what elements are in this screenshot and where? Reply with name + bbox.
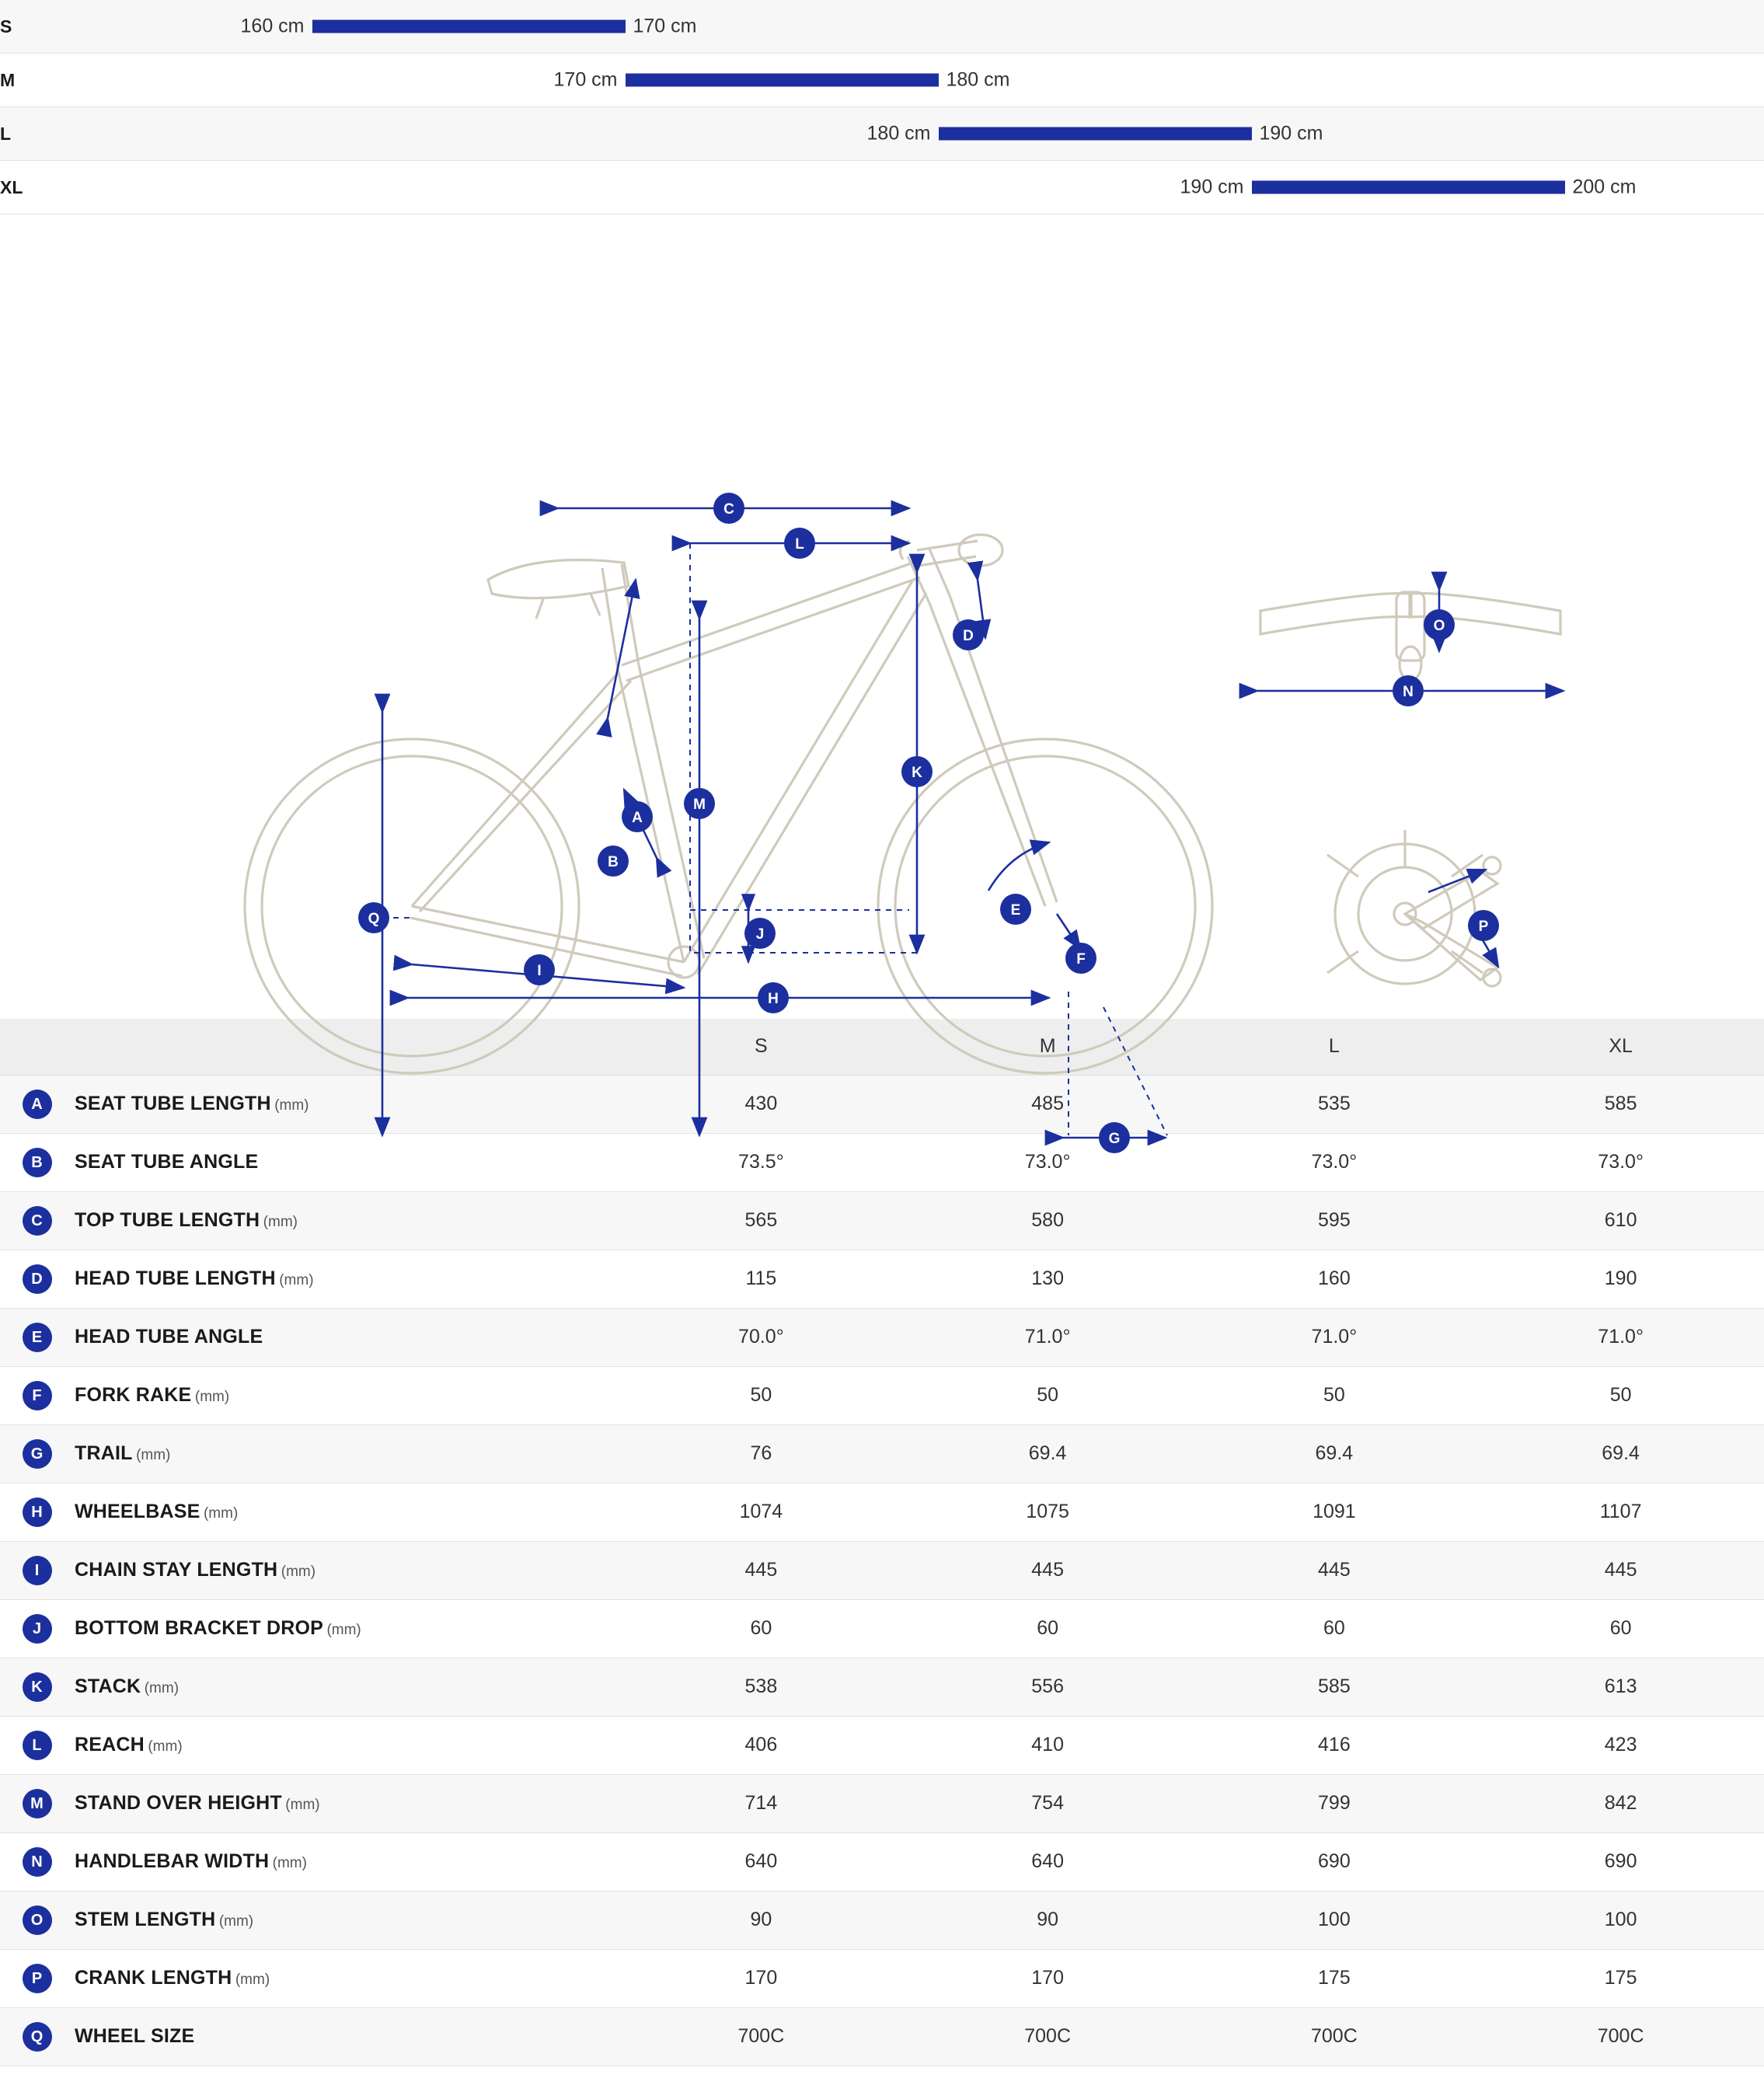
- size-guide-bar-cell: [47, 54, 1764, 107]
- geometry-value-s: 538: [618, 1658, 905, 1716]
- geometry-value-l: 1091: [1191, 1483, 1478, 1541]
- table-row: [0, 1483, 1764, 1541]
- geometry-measure-name: REACH: [75, 1734, 145, 1756]
- geometry-value-s: 76: [618, 1424, 905, 1483]
- geometry-value-xl: 690: [1477, 1832, 1764, 1891]
- geometry-value-m: 69.4: [905, 1424, 1191, 1483]
- geometry-measure-cell: [74, 1366, 618, 1424]
- table-row: [0, 2007, 1764, 2066]
- svg-text:K: K: [912, 765, 922, 781]
- header-size-s: S: [618, 1019, 905, 1075]
- callout-badge: O: [23, 1905, 52, 1935]
- geometry-measure-cell: [74, 1541, 618, 1599]
- geometry-value-m: 60: [905, 1599, 1191, 1658]
- header-size-l: L: [1191, 1019, 1478, 1075]
- geometry-value-xl: 585: [1477, 1075, 1764, 1133]
- callout-badge: K: [23, 1672, 52, 1702]
- svg-text:J: J: [755, 926, 765, 943]
- table-row: [0, 1658, 1764, 1716]
- crankset-view: [1327, 830, 1501, 986]
- geometry-measure-unit: (mm): [235, 1972, 270, 1988]
- callout-badge: I: [23, 1556, 52, 1585]
- geometry-value-xl: 613: [1477, 1658, 1764, 1716]
- geometry-measure-unit: (mm): [279, 1272, 314, 1288]
- geometry-value-m: 130: [905, 1250, 1191, 1308]
- geometry-value-l: 585: [1191, 1658, 1478, 1716]
- geometry-value-s: 1074: [618, 1483, 905, 1541]
- geometry-measure-name: FORK RAKE: [75, 1384, 192, 1406]
- geometry-badge-cell: [0, 1366, 74, 1424]
- geometry-measure-unit: (mm): [203, 1505, 239, 1522]
- geometry-measure-name: STEM LENGTH: [75, 1909, 216, 1930]
- geometry-value-s: 714: [618, 1774, 905, 1832]
- callout-badge: F: [23, 1381, 52, 1410]
- geometry-value-l: 71.0°: [1191, 1308, 1478, 1366]
- geometry-value-l: 160: [1191, 1250, 1478, 1308]
- geometry-measure-cell: [74, 1250, 618, 1308]
- geometry-measure-name: STAND OVER HEIGHT: [75, 1792, 282, 1814]
- size-guide-bar: [312, 20, 626, 33]
- table-row: [0, 1133, 1764, 1191]
- svg-text:N: N: [1403, 684, 1414, 700]
- geometry-value-l: 175: [1191, 1949, 1478, 2007]
- geometry-value-xl: 423: [1477, 1716, 1764, 1774]
- geometry-measure-name: HEAD TUBE LENGTH: [75, 1267, 276, 1289]
- geometry-value-s: 170: [618, 1949, 905, 2007]
- callout-badge: P: [23, 1964, 52, 1993]
- geometry-badge-cell: [0, 1716, 74, 1774]
- table-row: [0, 1774, 1764, 1832]
- geometry-value-m: 485: [905, 1075, 1191, 1133]
- geometry-measure-unit: (mm): [274, 1097, 309, 1114]
- svg-text:F: F: [1076, 951, 1086, 968]
- header-size-xl: XL: [1477, 1019, 1764, 1075]
- geometry-measure-unit: (mm): [281, 1564, 316, 1580]
- geometry-measure-name: STACK: [75, 1675, 141, 1697]
- geometry-value-m: 410: [905, 1716, 1191, 1774]
- table-row: [0, 1832, 1764, 1891]
- size-guide-min-label: 170 cm: [553, 68, 618, 91]
- size-guide-bar: [626, 74, 939, 87]
- svg-text:M: M: [693, 797, 706, 813]
- geometry-value-xl: 60: [1477, 1599, 1764, 1658]
- svg-text:A: A: [632, 810, 643, 826]
- svg-text:G: G: [1108, 1131, 1121, 1147]
- geometry-measure-unit: (mm): [148, 1738, 183, 1755]
- geometry-value-xl: 842: [1477, 1774, 1764, 1832]
- callout-badge: B: [23, 1148, 52, 1177]
- size-guide-bar-cell: [47, 107, 1764, 161]
- geometry-value-m: 1075: [905, 1483, 1191, 1541]
- svg-text:P: P: [1478, 919, 1489, 935]
- callout-badge: J: [23, 1614, 52, 1644]
- geometry-value-l: 690: [1191, 1832, 1478, 1891]
- size-guide-label: S: [0, 0, 47, 54]
- geometry-value-m: 754: [905, 1774, 1191, 1832]
- bike-outline: [245, 535, 1212, 1073]
- geometry-measure-unit: (mm): [263, 1214, 298, 1230]
- geometry-value-xl: 445: [1477, 1541, 1764, 1599]
- geometry-badge-cell: [0, 1774, 74, 1832]
- geometry-value-m: 640: [905, 1832, 1191, 1891]
- callout-badge: N: [23, 1847, 52, 1877]
- callout-badge: D: [23, 1264, 52, 1294]
- geometry-badge-cell: [0, 1658, 74, 1716]
- geometry-measure-cell: [74, 1832, 618, 1891]
- geometry-badge-cell: [0, 1832, 74, 1891]
- geometry-measure-cell: [74, 1308, 618, 1366]
- callout-badge: G: [23, 1439, 52, 1469]
- svg-text:H: H: [768, 991, 779, 1007]
- geometry-value-l: 100: [1191, 1891, 1478, 1949]
- geometry-value-m: 580: [905, 1191, 1191, 1250]
- table-row: [0, 1075, 1764, 1133]
- geometry-value-s: 115: [618, 1250, 905, 1308]
- geometry-value-s: 73.5°: [618, 1133, 905, 1191]
- geometry-value-m: 71.0°: [905, 1308, 1191, 1366]
- geometry-measure-cell: [74, 1949, 618, 2007]
- geometry-measure-name: SEAT TUBE ANGLE: [75, 1151, 259, 1173]
- callout-badge: A: [23, 1090, 52, 1119]
- geometry-badge-cell: [0, 1891, 74, 1949]
- geometry-measure-cell: [74, 1891, 618, 1949]
- table-row: [0, 1191, 1764, 1250]
- size-guide-bar-cell: [47, 0, 1764, 54]
- size-guide-min-label: 180 cm: [866, 122, 931, 145]
- geometry-value-m: 700C: [905, 2007, 1191, 2066]
- geometry-value-m: 170: [905, 1949, 1191, 2007]
- geometry-badge-cell: [0, 1308, 74, 1366]
- geometry-measure-cell: [74, 1716, 618, 1774]
- geometry-value-s: 640: [618, 1832, 905, 1891]
- header-measure-col: [74, 1019, 618, 1075]
- geometry-value-m: 556: [905, 1658, 1191, 1716]
- svg-text:B: B: [608, 854, 619, 870]
- callout-badge: H: [23, 1498, 52, 1527]
- geometry-value-xl: 610: [1477, 1191, 1764, 1250]
- geometry-value-s: 445: [618, 1541, 905, 1599]
- geometry-value-l: 60: [1191, 1599, 1478, 1658]
- header-size-m: M: [905, 1019, 1191, 1075]
- geometry-value-xl: 73.0°: [1477, 1133, 1764, 1191]
- geometry-measure-unit: (mm): [218, 1913, 254, 1930]
- svg-text:D: D: [963, 628, 974, 644]
- geometry-value-xl: 1107: [1477, 1483, 1764, 1541]
- geometry-measure-unit: (mm): [326, 1622, 361, 1638]
- geometry-badge-cell: [0, 1075, 74, 1133]
- geometry-value-xl: 100: [1477, 1891, 1764, 1949]
- geometry-measure-name: WHEELBASE: [75, 1501, 200, 1522]
- geometry-value-l: 416: [1191, 1716, 1478, 1774]
- table-row: [0, 1250, 1764, 1308]
- geometry-measure-cell: [74, 1599, 618, 1658]
- geometry-value-xl: 50: [1477, 1366, 1764, 1424]
- size-guide-label: L: [0, 107, 47, 161]
- table-row: [0, 1308, 1764, 1366]
- geometry-badge-cell: [0, 1424, 74, 1483]
- geometry-measure-cell: [74, 1133, 618, 1191]
- geometry-value-xl: 190: [1477, 1250, 1764, 1308]
- geometry-value-m: 73.0°: [905, 1133, 1191, 1191]
- callout-badge: E: [23, 1323, 52, 1352]
- svg-text:C: C: [723, 501, 734, 518]
- geometry-value-xl: 71.0°: [1477, 1308, 1764, 1366]
- table-row: [0, 1949, 1764, 2007]
- callout-badge: M: [23, 1789, 52, 1818]
- geometry-measure-cell: [74, 1774, 618, 1832]
- handlebar-top-view: [1260, 592, 1560, 681]
- geometry-measure-unit: (mm): [285, 1797, 320, 1813]
- geometry-value-l: 69.4: [1191, 1424, 1478, 1483]
- geometry-measure-cell: [74, 1075, 618, 1133]
- svg-text:O: O: [1433, 618, 1445, 634]
- table-row: [0, 1366, 1764, 1424]
- size-guide-max-label: 180 cm: [946, 68, 1010, 91]
- geometry-measure-name: HEAD TUBE ANGLE: [75, 1326, 263, 1348]
- geometry-value-m: 445: [905, 1541, 1191, 1599]
- geometry-measure-unit: (mm): [144, 1680, 180, 1696]
- geometry-value-m: 90: [905, 1891, 1191, 1949]
- geometry-measure-name: WHEEL SIZE: [75, 2025, 195, 2047]
- geometry-value-s: 565: [618, 1191, 905, 1250]
- geometry-measure-name: TRAIL: [75, 1442, 133, 1464]
- svg-text:E: E: [1010, 902, 1021, 919]
- geometry-table: [0, 1019, 1764, 2066]
- size-guide-max-label: 200 cm: [1572, 176, 1637, 198]
- geometry-value-s: 50: [618, 1366, 905, 1424]
- geometry-header-row: [0, 1019, 1764, 1075]
- geometry-measure-cell: [74, 1191, 618, 1250]
- geometry-value-s: 60: [618, 1599, 905, 1658]
- callout-badge: L: [23, 1731, 52, 1760]
- geometry-badge-cell: [0, 1949, 74, 2007]
- size-guide-max-label: 170 cm: [633, 15, 697, 37]
- geometry-measure-unit: (mm): [194, 1389, 230, 1405]
- callout-badge: C: [23, 1206, 52, 1236]
- geometry-value-l: 799: [1191, 1774, 1478, 1832]
- geometry-value-l: 595: [1191, 1191, 1478, 1250]
- geometry-badge-cell: [0, 2007, 74, 2066]
- geometry-badge-cell: [0, 1541, 74, 1599]
- geometry-value-s: 406: [618, 1716, 905, 1774]
- geometry-value-s: 430: [618, 1075, 905, 1133]
- geometry-measure-cell: [74, 1424, 618, 1483]
- geometry-measure-unit: (mm): [272, 1855, 307, 1871]
- geometry-measure-name: TOP TUBE LENGTH: [75, 1209, 260, 1231]
- geometry-value-l: 50: [1191, 1366, 1478, 1424]
- size-guide-bar: [1252, 181, 1565, 194]
- geometry-measure-cell: [74, 1483, 618, 1541]
- geometry-measure-name: CRANK LENGTH: [75, 1967, 232, 1989]
- geometry-value-xl: 175: [1477, 1949, 1764, 2007]
- geometry-value-l: 73.0°: [1191, 1133, 1478, 1191]
- size-guide-row: [0, 54, 1764, 107]
- size-guide-min-label: 190 cm: [1180, 176, 1244, 198]
- geometry-measure-unit: (mm): [136, 1447, 171, 1463]
- geometry-measure-name: SEAT TUBE LENGTH: [75, 1093, 271, 1114]
- table-row: [0, 1424, 1764, 1483]
- geometry-value-l: 445: [1191, 1541, 1478, 1599]
- geometry-badge-cell: [0, 1599, 74, 1658]
- geometry-measure-cell: [74, 2007, 618, 2066]
- geometry-badge-cell: [0, 1250, 74, 1308]
- size-guide-max-label: 190 cm: [1259, 122, 1323, 145]
- table-row: [0, 1599, 1764, 1658]
- geometry-value-s: 70.0°: [618, 1308, 905, 1366]
- geometry-value-s: 700C: [618, 2007, 905, 2066]
- geometry-badge-cell: [0, 1133, 74, 1191]
- geometry-value-xl: 700C: [1477, 2007, 1764, 2066]
- geometry-value-m: 50: [905, 1366, 1191, 1424]
- svg-text:I: I: [537, 963, 542, 979]
- geometry-value-xl: 69.4: [1477, 1424, 1764, 1483]
- geometry-value-s: 90: [618, 1891, 905, 1949]
- geometry-measure-cell: [74, 1658, 618, 1716]
- geometry-badge-cell: [0, 1483, 74, 1541]
- geometry-value-l: 700C: [1191, 2007, 1478, 2066]
- size-guide-label: M: [0, 54, 47, 107]
- size-guide-row: [0, 107, 1764, 161]
- size-guide-row: [0, 161, 1764, 214]
- svg-text:L: L: [795, 536, 804, 553]
- size-guide-table: [0, 0, 1764, 214]
- geometry-badge-cell: [0, 1191, 74, 1250]
- size-guide-bar: [939, 127, 1252, 141]
- header-badge-col: [0, 1019, 74, 1075]
- size-guide-label: XL: [0, 161, 47, 214]
- size-guide-min-label: 160 cm: [240, 15, 305, 37]
- table-row: [0, 1541, 1764, 1599]
- geometry-value-l: 535: [1191, 1075, 1478, 1133]
- callout-badge: Q: [23, 2022, 52, 2052]
- geometry-measure-name: CHAIN STAY LENGTH: [75, 1559, 278, 1581]
- size-guide-bar-cell: [47, 161, 1764, 214]
- table-row: [0, 1891, 1764, 1949]
- size-guide-row: [0, 0, 1764, 54]
- table-row: [0, 1716, 1764, 1774]
- svg-text:Q: Q: [368, 911, 380, 927]
- geometry-measure-name: BOTTOM BRACKET DROP: [75, 1617, 323, 1639]
- geometry-measure-name: HANDLEBAR WIDTH: [75, 1850, 270, 1872]
